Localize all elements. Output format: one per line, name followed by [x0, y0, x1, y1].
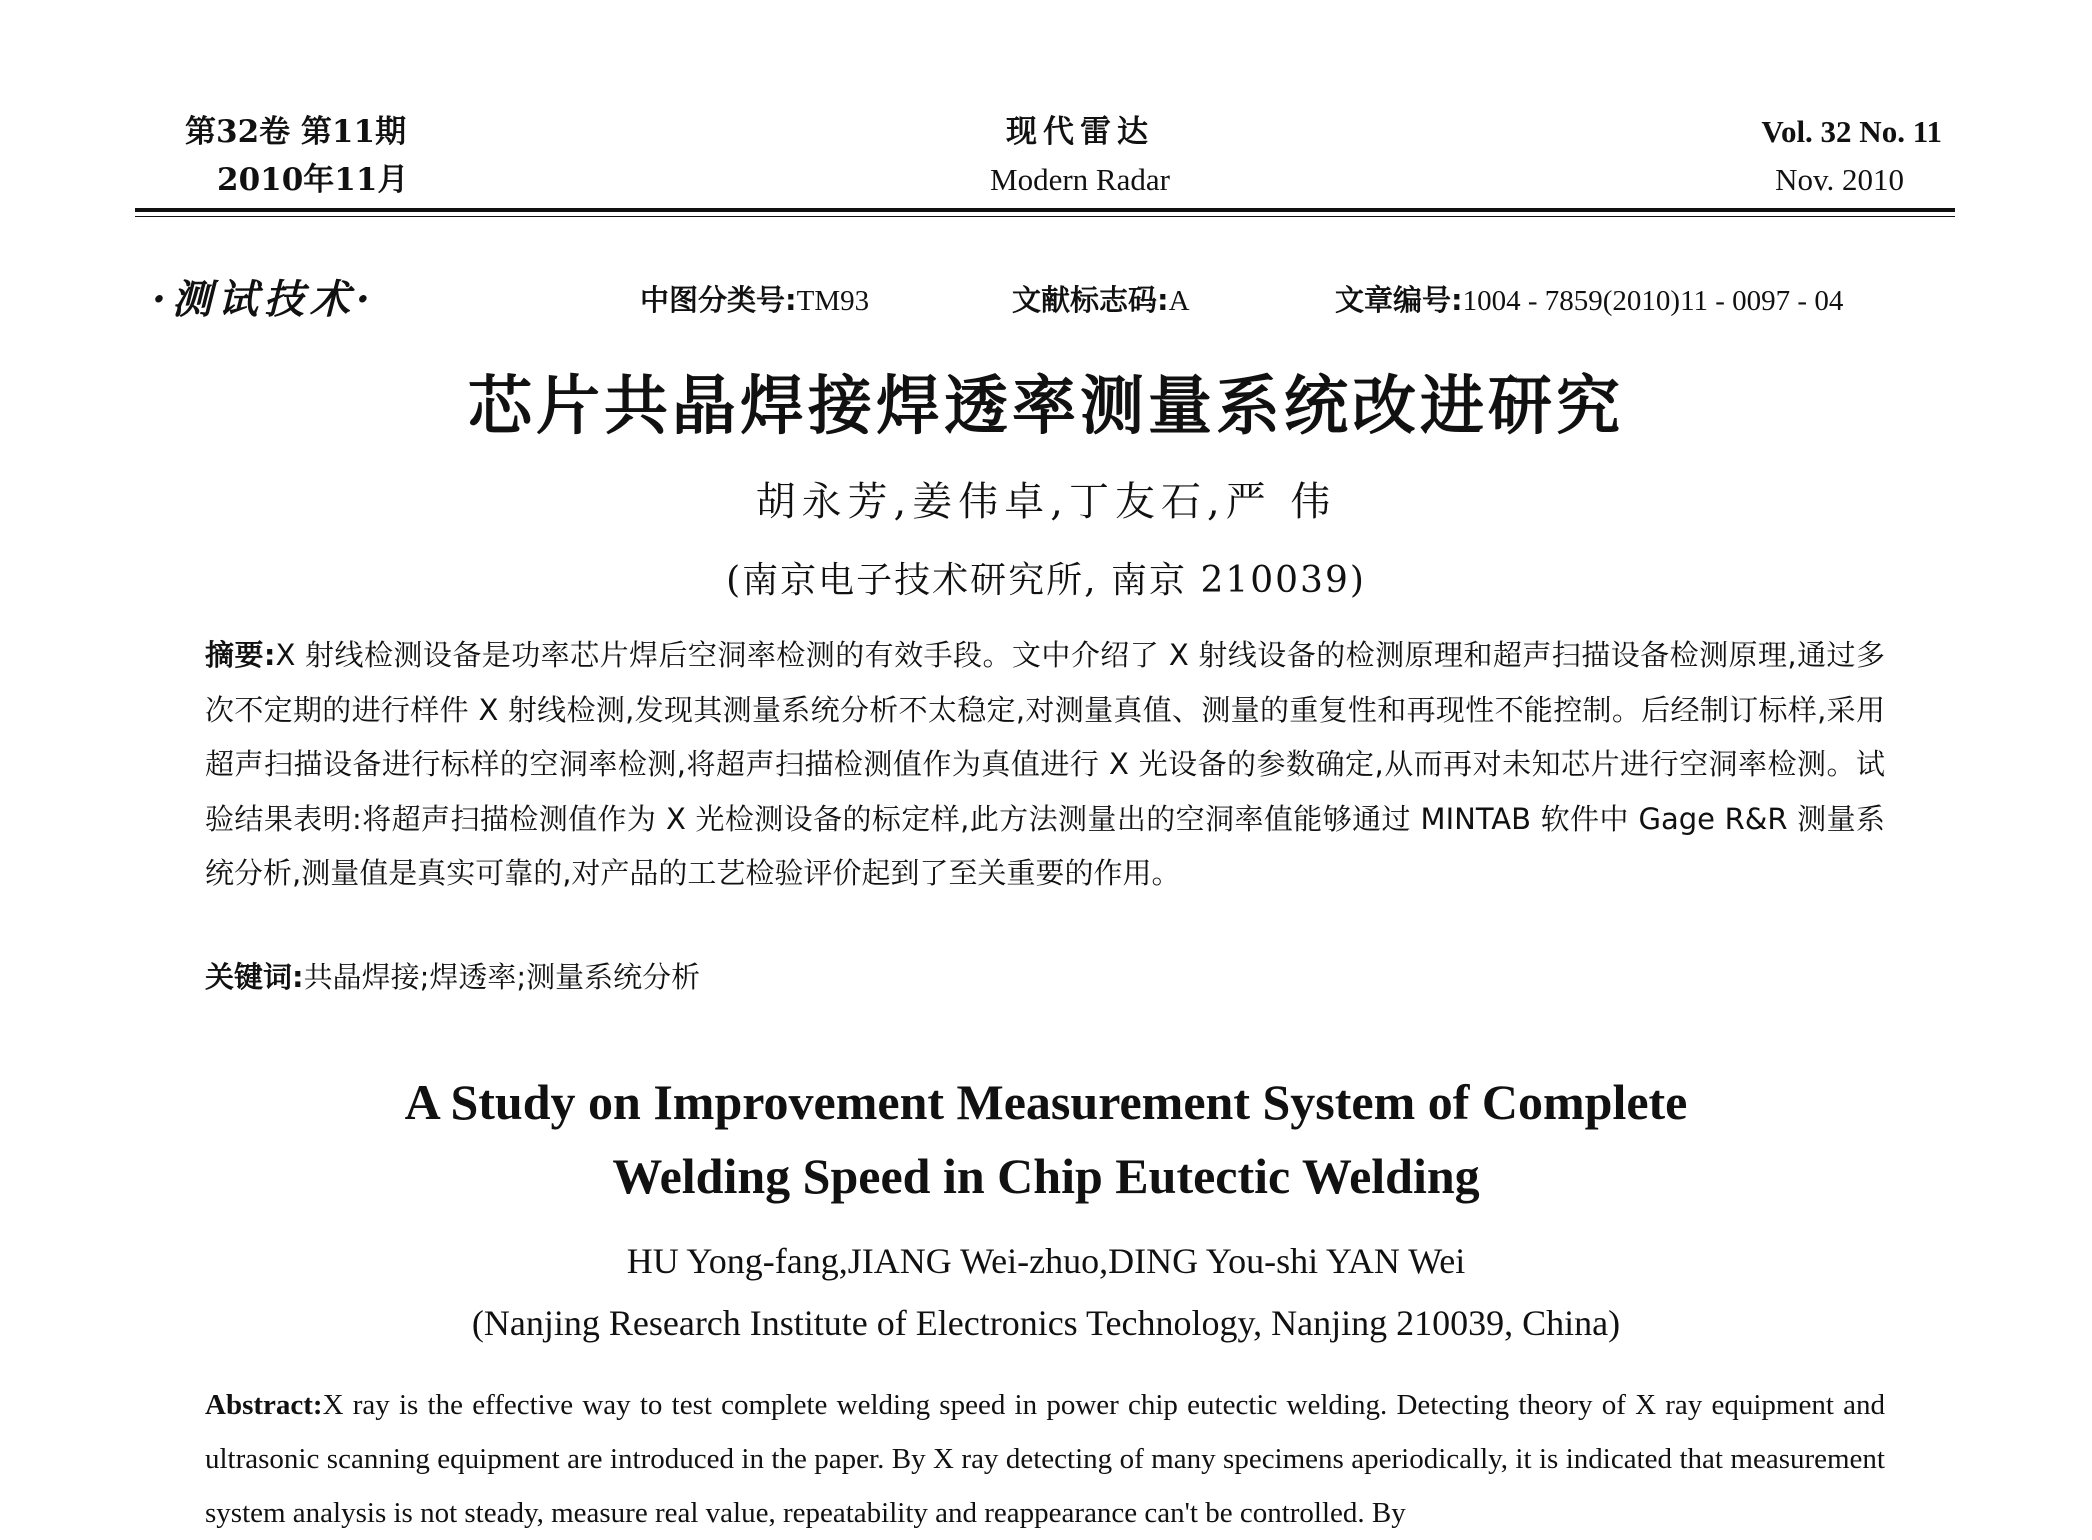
- doc-code-label: 文献标志码:: [1012, 283, 1169, 317]
- abstract-cn-text: X 射线检测设备是功率芯片焊后空洞率检测的有效手段。文中介绍了 X 射线设备的检测原理和超声扫描设备检测原理,通过多次不定期的进行样件 X 射线检测,发现其测量系统分析不太稳定,对测量真值、测量的重复性和再现性不能控制。后经制订标样,采用超声扫描设备进行标样的空洞率检测,将超声扫描检测值作为真值进行 X 光设备的参数确定,从而再对未知芯片进行空洞率检测。试验结果表明:将超声扫描检测值作为 X 光检测设备的标定样,此方法测量出的空洞率值能够通过 MINTAB 软件中 Gage R&R 测量系统分析,测量值是真实可靠的,对产品的工艺检验评价起到了至关重要的作用。: [205, 638, 1886, 890]
- clc-value: TM93: [796, 285, 870, 317]
- header-volume-issue: [185, 108, 408, 204]
- journal-name-cn: 现代雷达: [1006, 114, 1154, 150]
- keywords-cn-label: 关键词:: [205, 960, 304, 994]
- paper-title-cn: 芯片共晶焊接焊透率测量系统改进研究: [468, 370, 1624, 444]
- article-no-value: 1004 - 7859(2010)11 - 0097 - 04: [1462, 285, 1844, 317]
- section-tag: ·测试技术·: [152, 276, 376, 323]
- doc-code-value: A: [1168, 285, 1190, 317]
- clc-label: 中图分类号:: [640, 283, 797, 317]
- paper-title-en-line1: A Study on Improvement Measurement System of Complete: [404, 1074, 1688, 1130]
- header-date-cn: 2010年11月: [217, 162, 409, 198]
- header-journal-name: [900, 108, 1260, 204]
- keywords-cn-text: 共晶焊接;焊透率;测量系统分析: [303, 960, 701, 994]
- paper-title-en-line2: Welding Speed in Chip Eutectic Welding: [612, 1148, 1480, 1204]
- header-date-en: Nov. 2010: [1775, 162, 1904, 197]
- abstract-en: [205, 1378, 1885, 1540]
- header-volume-line: 第32卷 第11期: [185, 114, 407, 150]
- authors-en: HU Yong-fang,JIANG Wei-zhuo,DING You-shi YAN Wei: [626, 1241, 1466, 1281]
- affiliation-cn: (南京电子技术研究所, 南京 210039): [726, 560, 1366, 601]
- affiliation-en: (Nanjing Research Institute of Electronics Technology, Nanjing 210039, China): [471, 1303, 1621, 1343]
- document-code: [1012, 278, 1190, 319]
- paper-title-en: [0, 1065, 2092, 1213]
- keywords-cn: [205, 957, 1885, 997]
- header-volume-en: [1761, 108, 1942, 204]
- clc-number: [640, 278, 869, 319]
- article-number: [1335, 278, 1843, 319]
- article-no-label: 文章编号:: [1335, 283, 1463, 317]
- journal-name-en: Modern Radar: [990, 162, 1170, 197]
- abstract-en-label: Abstract:: [205, 1389, 323, 1421]
- abstract-cn-label: 摘要:: [205, 638, 276, 672]
- header-rule-thin: [135, 216, 1955, 217]
- abstract-cn: [205, 628, 1885, 901]
- header-vol-no-line: Vol. 32 No. 11: [1761, 114, 1942, 149]
- header-rule-thick: [135, 208, 1955, 212]
- authors-cn: 胡永芳,姜伟卓,丁友石,严 伟: [755, 479, 1337, 525]
- abstract-en-text: X ray is the effective way to test complete welding speed in power chip eutectic welding. Detecting theory of X ray equipment and ultrasonic scanning equipment are introduced in the paper. By X ray detecting of many specimens aperiodically, it is indicated that measurement system analysis is not steady, measure real value, repeatability and reappearance can't be controlled. By: [205, 1389, 1885, 1529]
